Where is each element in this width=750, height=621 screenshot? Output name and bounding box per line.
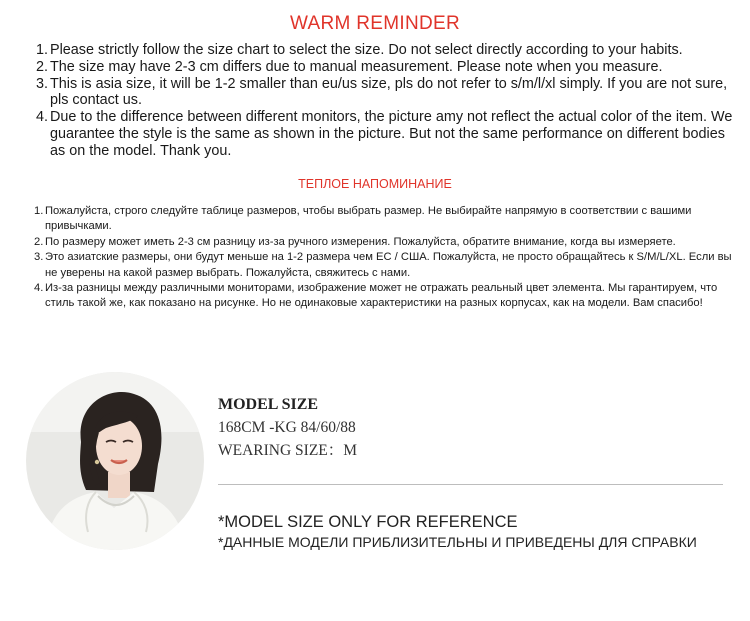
reference-note-en: *MODEL SIZE ONLY FOR REFERENCE [218,513,518,531]
item-number: 2. [34,235,44,248]
reference-note-ru: *ДАННЫЕ МОДЕЛИ ПРИБЛИЗИТЕЛЬНЫ И ПРИВЕДЕНЫ ДЛЯ СПРАВКИ [218,534,697,550]
model-wearing-size: WEARING SIZE：M [218,442,358,459]
item-text: Из-за разницы между различными мониторами, изображение может не отражать реальный цвет элемента. Мы гарантируем, что стиль такой же, как показано на рисунке. Но не одинаковые характеристики на разных корпусах, как на модели. Вам спасибо! [45,282,718,310]
warm-reminder-title: WARM REMINDER [290,13,460,34]
list-item [36,76,736,110]
item-text: Это азиатские размеры, они будут меньше на 1-2 размера чем ЕС / США. Пожалуйста, не просто обращайтесь к S/M/L/XL. Если вы не уверены на какой размер выбрать. Пожалуйста, свяжитесь с нами. [45,251,732,279]
item-text: The size may have 2-3 cm differs due to manual measurement. Please note when you measure. [50,58,663,75]
list-item [34,235,734,250]
list-item [36,42,736,59]
item-text: Пожалуйста, строго следуйте таблице размеров, чтобы выбрать размер. Не выбирайте напрямую в соответствии с вашими привычками. [45,205,692,233]
reminder-list-en [36,42,736,160]
item-text: По размеру может иметь 2-3 см разницу из-за ручного измерения. Пожалуйста, обратите внимание, когда вы измеряете. [45,235,676,248]
divider [218,484,723,485]
list-item [36,59,736,76]
item-number: 4. [36,109,49,126]
list-item [34,281,734,312]
item-number: 1. [34,205,44,217]
model-size-title: MODEL SIZE [218,396,319,413]
item-number: 3. [36,75,49,92]
item-text: Due to the difference between different monitors, the picture amy not reflect the actual color of the item. We guarantee the style is the same as shown in the picture. But not the same performance on different bodies as on the model. Thank you. [50,109,733,159]
item-text: This is asia size, it will be 1-2 smaller than eu/us size, pls do not refer to s/m/l/xl simply. If you are not sure, pls contact us. [50,75,728,109]
list-item [34,250,734,281]
list-item [36,109,736,159]
model-photo [26,372,204,550]
item-number: 1. [36,42,49,58]
model-portrait-illustration [26,372,204,550]
model-measurements: 168CM -KG 84/60/88 [218,419,356,436]
reminder-list-ru [34,204,734,312]
item-number: 4. [34,282,44,295]
warm-reminder-title-ru: ТЕПЛОЕ НАПОМИНАНИЕ [298,177,452,191]
item-number: 2. [36,58,49,75]
list-item [34,204,734,235]
item-text: Please strictly follow the size chart to select the size. Do not select directly according to your habits. [50,42,683,58]
item-number: 3. [34,251,44,264]
